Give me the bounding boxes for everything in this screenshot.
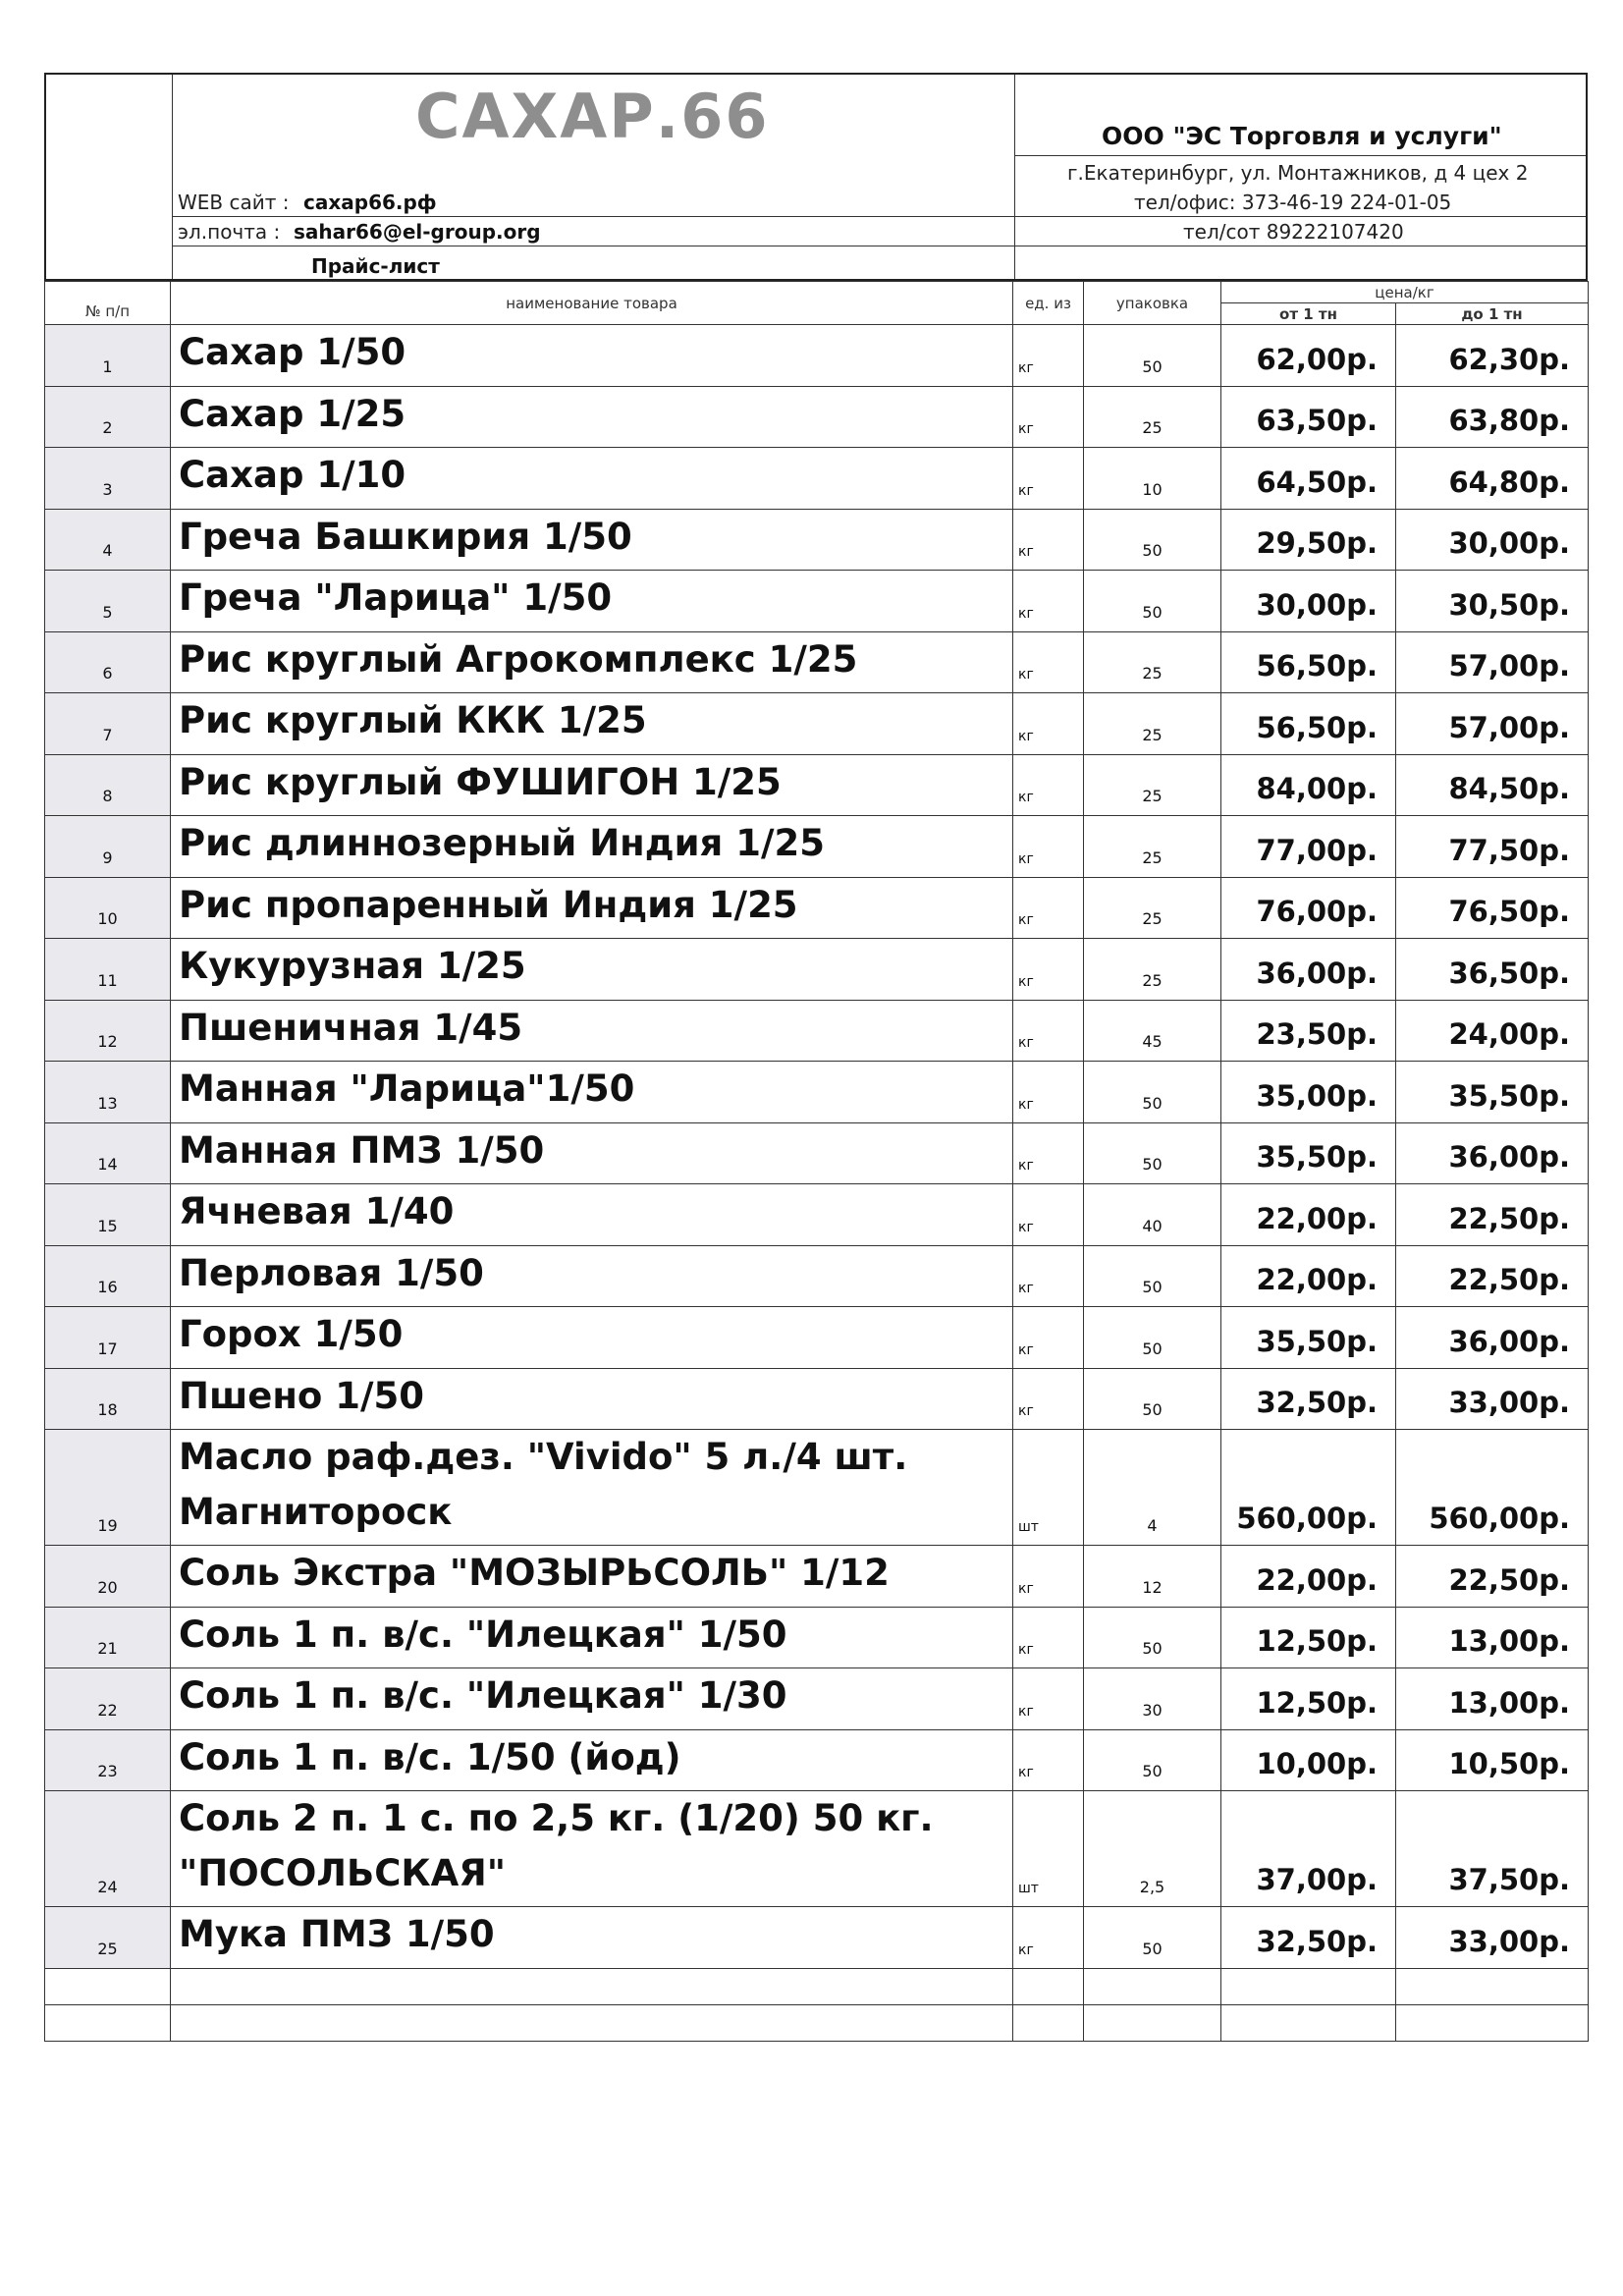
row-number: 19	[45, 1430, 171, 1546]
product-name: Рис пропаренный Индия 1/25	[171, 877, 1013, 939]
product-name-line-1: Масло раф.дез. "Vivido" 5 л./4 шт.	[179, 1436, 908, 1478]
table-row	[45, 448, 1589, 510]
pack-cell: 12	[1084, 1546, 1221, 1608]
row-number: 25	[45, 1907, 171, 1969]
table-row	[45, 1791, 1589, 1907]
price-from-1t: 12,50р.	[1221, 1668, 1396, 1730]
price-to-1t: 62,30р.	[1396, 325, 1589, 387]
table-row	[45, 1729, 1589, 1791]
price-from-1t: 63,50р.	[1221, 386, 1396, 448]
table-row	[45, 1907, 1589, 1969]
row-number: 15	[45, 1184, 171, 1246]
product-name	[171, 1791, 1013, 1907]
price-to-1t: 37,50р.	[1396, 1791, 1589, 1907]
price-from-1t: 10,00р.	[1221, 1729, 1396, 1791]
table-row	[45, 1368, 1589, 1430]
col-header-num: № п/п	[45, 282, 171, 325]
unit-cell: кг	[1013, 1546, 1084, 1608]
unit-cell: кг	[1013, 448, 1084, 510]
pack-cell: 25	[1084, 693, 1221, 755]
price-from-1t: 22,00р.	[1221, 1546, 1396, 1608]
unit-cell: кг	[1013, 1122, 1084, 1184]
product-name: Соль Экстра "МОЗЫРЬСОЛЬ" 1/12	[171, 1546, 1013, 1608]
unit-cell: кг	[1013, 1062, 1084, 1123]
col-header-pack: упаковка	[1084, 282, 1221, 325]
empty-cell	[45, 2004, 171, 2041]
price-from-1t: 36,00р.	[1221, 939, 1396, 1001]
price-to-1t: 64,80р.	[1396, 448, 1589, 510]
pack-cell: 25	[1084, 939, 1221, 1001]
unit-cell: кг	[1013, 1668, 1084, 1730]
product-name: Ячневая 1/40	[171, 1184, 1013, 1246]
table-row	[45, 1184, 1589, 1246]
product-name: Греча Башкирия 1/50	[171, 509, 1013, 571]
row-number: 5	[45, 571, 171, 632]
price-from-1t: 77,00р.	[1221, 816, 1396, 878]
company-address: г.Екатеринбург, ул. Монтажников, д 4 цех 2	[1067, 161, 1529, 185]
pack-cell: 4	[1084, 1430, 1221, 1546]
unit-cell: кг	[1013, 754, 1084, 816]
logo-text: САХАР.66	[415, 81, 770, 152]
unit-cell: кг	[1013, 325, 1084, 387]
price-from-1t: 84,00р.	[1221, 754, 1396, 816]
product-name: Рис круглый ККК 1/25	[171, 693, 1013, 755]
product-name: Пшеничная 1/45	[171, 1000, 1013, 1062]
price-to-1t: 76,50р.	[1396, 877, 1589, 939]
row-number: 11	[45, 939, 171, 1001]
pack-cell: 50	[1084, 1307, 1221, 1369]
product-name: Манная "Ларица"1/50	[171, 1062, 1013, 1123]
pack-cell: 50	[1084, 509, 1221, 571]
pack-cell: 50	[1084, 1607, 1221, 1668]
row-number: 9	[45, 816, 171, 878]
product-name: Рис круглый Агрокомплекс 1/25	[171, 631, 1013, 693]
price-to-1t: 22,50р.	[1396, 1245, 1589, 1307]
product-name: Соль 1 п. в/с. 1/50 (йод)	[171, 1729, 1013, 1791]
product-name	[171, 1430, 1013, 1546]
product-name: Соль 1 п. в/с. "Илецкая" 1/30	[171, 1668, 1013, 1730]
row-number: 7	[45, 693, 171, 755]
price-table	[44, 281, 1589, 2042]
row-number: 6	[45, 631, 171, 693]
price-from-1t: 32,50р.	[1221, 1907, 1396, 1969]
pack-cell: 25	[1084, 631, 1221, 693]
empty-cell	[1013, 1968, 1084, 2004]
unit-cell: кг	[1013, 1000, 1084, 1062]
row-number: 10	[45, 877, 171, 939]
unit-cell: кг	[1013, 1368, 1084, 1430]
pack-cell: 50	[1084, 1062, 1221, 1123]
price-to-1t: 84,50р.	[1396, 754, 1589, 816]
unit-cell: кг	[1013, 816, 1084, 878]
price-to-1t: 30,50р.	[1396, 571, 1589, 632]
table-row	[45, 1546, 1589, 1608]
table-row	[45, 1122, 1589, 1184]
product-name: Перловая 1/50	[171, 1245, 1013, 1307]
table-row	[45, 1668, 1589, 1730]
email-link[interactable]: sahar66@el-group.org	[294, 220, 541, 244]
row-number: 4	[45, 509, 171, 571]
row-number: 21	[45, 1607, 171, 1668]
price-from-1t: 29,50р.	[1221, 509, 1396, 571]
product-name: Рис круглый ФУШИГОН 1/25	[171, 754, 1013, 816]
row-number: 8	[45, 754, 171, 816]
empty-cell	[1396, 1968, 1589, 2004]
price-from-1t: 22,00р.	[1221, 1245, 1396, 1307]
row-number: 13	[45, 1062, 171, 1123]
pack-cell: 25	[1084, 386, 1221, 448]
pack-cell: 50	[1084, 1368, 1221, 1430]
pack-cell: 40	[1084, 1184, 1221, 1246]
price-from-1t: 64,50р.	[1221, 448, 1396, 510]
unit-cell: кг	[1013, 1729, 1084, 1791]
pack-cell: 25	[1084, 754, 1221, 816]
empty-cell	[1084, 2004, 1221, 2041]
empty-cell	[1396, 2004, 1589, 2041]
empty-table-row	[45, 1968, 1589, 2004]
col-header-name: наименование товара	[171, 282, 1013, 325]
table-row	[45, 571, 1589, 632]
pricelist-title: Прайс-лист	[311, 254, 440, 278]
price-from-1t: 76,00р.	[1221, 877, 1396, 939]
product-name-line-2: Магнитороск	[179, 1490, 453, 1533]
empty-cell	[1221, 2004, 1396, 2041]
product-name: Пшено 1/50	[171, 1368, 1013, 1430]
unit-cell: кг	[1013, 1245, 1084, 1307]
col-header-price-to: до 1 тн	[1396, 303, 1589, 325]
price-from-1t: 560,00р.	[1221, 1430, 1396, 1546]
table-row	[45, 1307, 1589, 1369]
product-name: Сахар 1/50	[171, 325, 1013, 387]
email-label: эл.почта :	[178, 220, 281, 244]
pack-cell: 50	[1084, 571, 1221, 632]
mobile-phone: тел/сот 89222107420	[1183, 220, 1404, 244]
empty-cell	[45, 1968, 171, 2004]
row-number: 22	[45, 1668, 171, 1730]
row-number: 24	[45, 1791, 171, 1907]
table-row	[45, 1245, 1589, 1307]
table-row	[45, 509, 1589, 571]
unit-cell: кг	[1013, 1907, 1084, 1969]
price-from-1t: 35,50р.	[1221, 1307, 1396, 1369]
price-to-1t: 36,50р.	[1396, 939, 1589, 1001]
table-row	[45, 325, 1589, 387]
col-header-price-group: цена/кг	[1221, 282, 1589, 303]
unit-cell: кг	[1013, 693, 1084, 755]
pack-cell: 50	[1084, 1729, 1221, 1791]
price-to-1t: 33,00р.	[1396, 1368, 1589, 1430]
price-to-1t: 13,00р.	[1396, 1607, 1589, 1668]
unit-cell: кг	[1013, 1607, 1084, 1668]
price-to-1t: 22,50р.	[1396, 1184, 1589, 1246]
price-from-1t: 22,00р.	[1221, 1184, 1396, 1246]
row-number: 18	[45, 1368, 171, 1430]
unit-cell: шт	[1013, 1430, 1084, 1546]
price-to-1t: 36,00р.	[1396, 1122, 1589, 1184]
unit-cell: кг	[1013, 1184, 1084, 1246]
unit-cell: кг	[1013, 877, 1084, 939]
unit-cell: кг	[1013, 509, 1084, 571]
document-header	[44, 73, 1588, 281]
price-to-1t: 57,00р.	[1396, 693, 1589, 755]
table-row	[45, 1430, 1589, 1546]
table-row	[45, 1000, 1589, 1062]
table-row	[45, 877, 1589, 939]
table-row	[45, 386, 1589, 448]
pack-cell: 10	[1084, 448, 1221, 510]
product-name-line-2: "ПОСОЛЬСКАЯ"	[179, 1851, 507, 1894]
price-from-1t: 37,00р.	[1221, 1791, 1396, 1907]
price-to-1t: 10,50р.	[1396, 1729, 1589, 1791]
pack-cell: 25	[1084, 816, 1221, 878]
price-to-1t: 63,80р.	[1396, 386, 1589, 448]
row-number: 16	[45, 1245, 171, 1307]
row-number: 14	[45, 1122, 171, 1184]
row-number: 17	[45, 1307, 171, 1369]
product-name: Горох 1/50	[171, 1307, 1013, 1369]
table-row	[45, 1062, 1589, 1123]
row-number: 3	[45, 448, 171, 510]
product-name: Греча "Ларица" 1/50	[171, 571, 1013, 632]
price-from-1t: 12,50р.	[1221, 1607, 1396, 1668]
pack-cell: 2,5	[1084, 1791, 1221, 1907]
pack-cell: 30	[1084, 1668, 1221, 1730]
unit-cell: шт	[1013, 1791, 1084, 1907]
price-from-1t: 56,50р.	[1221, 693, 1396, 755]
table-row	[45, 693, 1589, 755]
web-label: WEB сайт :	[178, 191, 290, 214]
pack-cell: 45	[1084, 1000, 1221, 1062]
product-name: Мука ПМЗ 1/50	[171, 1907, 1013, 1969]
price-to-1t: 77,50р.	[1396, 816, 1589, 878]
price-to-1t: 22,50р.	[1396, 1546, 1589, 1608]
office-phone: тел/офис: 373-46-19 224-01-05	[1134, 191, 1452, 214]
col-header-unit: ед. из	[1013, 282, 1084, 325]
company-name: ООО "ЭС Торговля и услуги"	[1102, 122, 1502, 150]
price-from-1t: 32,50р.	[1221, 1368, 1396, 1430]
pack-cell: 50	[1084, 1245, 1221, 1307]
unit-cell: кг	[1013, 571, 1084, 632]
product-name: Сахар 1/10	[171, 448, 1013, 510]
product-name: Сахар 1/25	[171, 386, 1013, 448]
empty-cell	[1084, 1968, 1221, 2004]
price-to-1t: 560,00р.	[1396, 1430, 1589, 1546]
pack-cell: 25	[1084, 877, 1221, 939]
product-name: Манная ПМЗ 1/50	[171, 1122, 1013, 1184]
table-row	[45, 631, 1589, 693]
product-name-line-1: Соль 2 п. 1 с. по 2,5 кг. (1/20) 50 кг.	[179, 1797, 934, 1839]
web-link[interactable]: сахар66.рф	[303, 191, 437, 214]
row-number: 23	[45, 1729, 171, 1791]
empty-table-row	[45, 2004, 1589, 2041]
price-to-1t: 36,00р.	[1396, 1307, 1589, 1369]
pack-cell: 50	[1084, 1122, 1221, 1184]
price-to-1t: 33,00р.	[1396, 1907, 1589, 1969]
unit-cell: кг	[1013, 939, 1084, 1001]
row-number: 1	[45, 325, 171, 387]
empty-cell	[171, 2004, 1013, 2041]
price-from-1t: 35,00р.	[1221, 1062, 1396, 1123]
price-from-1t: 62,00р.	[1221, 325, 1396, 387]
table-row	[45, 754, 1589, 816]
table-row	[45, 1607, 1589, 1668]
price-to-1t: 24,00р.	[1396, 1000, 1589, 1062]
product-name: Рис длиннозерный Индия 1/25	[171, 816, 1013, 878]
row-number: 2	[45, 386, 171, 448]
col-header-price-from: от 1 тн	[1221, 303, 1396, 325]
pack-cell: 50	[1084, 1907, 1221, 1969]
unit-cell: кг	[1013, 631, 1084, 693]
price-to-1t: 30,00р.	[1396, 509, 1589, 571]
unit-cell: кг	[1013, 386, 1084, 448]
table-row	[45, 939, 1589, 1001]
price-from-1t: 56,50р.	[1221, 631, 1396, 693]
price-to-1t: 35,50р.	[1396, 1062, 1589, 1123]
price-from-1t: 35,50р.	[1221, 1122, 1396, 1184]
empty-cell	[1013, 2004, 1084, 2041]
price-from-1t: 23,50р.	[1221, 1000, 1396, 1062]
product-name: Соль 1 п. в/с. "Илецкая" 1/50	[171, 1607, 1013, 1668]
price-to-1t: 13,00р.	[1396, 1668, 1589, 1730]
price-from-1t: 30,00р.	[1221, 571, 1396, 632]
row-number: 12	[45, 1000, 171, 1062]
pack-cell: 50	[1084, 325, 1221, 387]
row-number: 20	[45, 1546, 171, 1608]
empty-cell	[1221, 1968, 1396, 2004]
product-name: Кукурузная 1/25	[171, 939, 1013, 1001]
price-to-1t: 57,00р.	[1396, 631, 1589, 693]
empty-cell	[171, 1968, 1013, 2004]
unit-cell: кг	[1013, 1307, 1084, 1369]
table-row	[45, 816, 1589, 878]
